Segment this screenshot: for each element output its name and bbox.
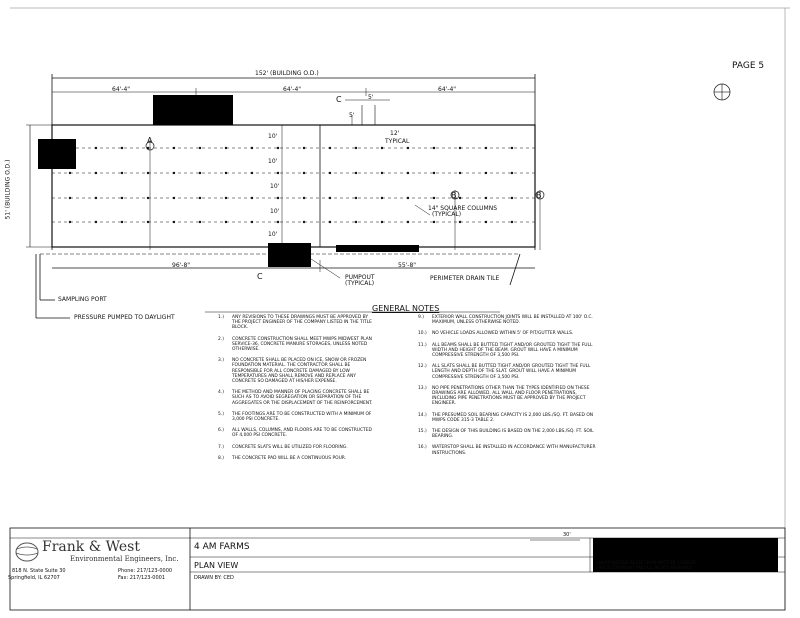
column-dot — [459, 172, 461, 174]
sheet-name: PLAN VIEW — [194, 561, 239, 570]
callout-pressure: PRESSURE PUMPED TO DAYLIGHT — [74, 314, 175, 321]
column-dot — [303, 172, 305, 174]
note-number: 2.) — [218, 336, 224, 342]
company-subtitle: Environmental Engineers, Inc. — [70, 555, 179, 563]
note-text: THE PRESUMED SOIL BEARING CAPACITY IS 2,000 LBS./SQ. FT. BASED ON MWPS CODE 315-3 TABLE 2. — [432, 412, 594, 423]
column-dot — [225, 172, 227, 174]
note-right-1 — [418, 315, 598, 325]
callout-columns-sub: (TYPICAL) — [432, 211, 462, 218]
dim-typical: TYPICAL — [385, 138, 410, 145]
note-text: NO PIPE PENETRATIONS OTHER THAN THE TYPES IDENTIFIED ON THESE DRAWINGS ARE ALLOWED. ALL WALL AND FLOOR PENETRATIONS, INCLUDING PIPE PENETRATIONS MUST BE APPROVED BY THE PROJECT ENGINEER. — [432, 385, 590, 407]
note-left-3 — [218, 358, 378, 384]
column-dot — [459, 147, 461, 149]
column-dot — [147, 172, 149, 174]
column-dot — [381, 221, 383, 223]
column-dot — [433, 197, 435, 199]
column-dot — [199, 147, 201, 149]
notes-right — [418, 315, 598, 462]
column-dot — [147, 197, 149, 199]
note-number: 7.) — [218, 444, 224, 450]
note-text: NO CONCRETE SHALL BE PLACED ON ICE, SNOW OR FROZEN FOUNDATION MATERIAL. THE CONTRACTOR SHALL BE RESPONSIBLE FOR ALL CONCRETE DAMAGED BY LOW TEMPERATURES AND SHALL REMOVE AND REPLACE ANY CONCRETE SO DAMAGED AT HIS/HER EXPENSE. — [232, 358, 367, 385]
column-dot — [69, 172, 71, 174]
notice-1: UNAUTHORIZED REUSE FROM WRITTEN CONSENT — [596, 560, 697, 565]
notes-left — [218, 315, 378, 467]
column-dot — [121, 147, 123, 149]
note-right-8 — [418, 445, 598, 455]
column-dot — [485, 147, 487, 149]
column-dot — [173, 221, 175, 223]
dim-bottom-left: 96'-8" — [172, 262, 191, 269]
note-left-4 — [218, 390, 378, 406]
column-dot — [355, 221, 357, 223]
column-dot — [251, 172, 253, 174]
column-dot — [199, 221, 201, 223]
note-number: 9.) — [418, 315, 424, 320]
column-dot — [199, 172, 201, 174]
dim-overall: 152' (BUILDING O.D.) — [255, 70, 319, 77]
column-dot — [121, 197, 123, 199]
dim-row-5: 10' — [268, 231, 278, 238]
column-dot — [355, 172, 357, 174]
column-dot — [251, 197, 253, 199]
dim-top-mid: 64'-4" — [283, 86, 302, 93]
column-dot — [459, 197, 461, 199]
column-dot — [147, 147, 149, 149]
note-right-4 — [418, 364, 598, 380]
column-dot — [277, 221, 279, 223]
note-number: 10.) — [418, 331, 427, 337]
column-dot — [355, 197, 357, 199]
column-dot — [173, 197, 175, 199]
column-dot — [355, 147, 357, 149]
note-text: NO VEHICLE LOADS ALLOWED WITHIN 5' OF PIT/GUTTER WALLS. — [432, 331, 574, 337]
section-b-left: B — [451, 191, 457, 200]
note-text: WATERSTOP SHALL BE INSTALLED IN ACCORDANCE WITH MANUFACTURER INSTRUCTIONS. — [432, 445, 596, 456]
note-number: 15.) — [418, 429, 427, 435]
column-dot — [173, 147, 175, 149]
column-dot — [251, 221, 253, 223]
note-number: 12.) — [418, 364, 427, 370]
dim-row-1: 10' — [268, 133, 278, 140]
column-dot — [407, 172, 409, 174]
note-right-6 — [418, 413, 598, 423]
dim-top-right: 64'-4" — [438, 86, 457, 93]
column-dot — [407, 197, 409, 199]
note-text: ALL BEAMS SHALL BE BUTTED TIGHT AND/OR GROUTED TIGHT THE FULL WIDTH AND HEIGHT OF THE BEAM. GROUT WILL HAVE A MINIMUM COMPRESSIVE STRENGTH OF 3,500 PSI. — [432, 342, 593, 359]
column-dot — [329, 147, 331, 149]
company-name: Frank & West — [42, 539, 140, 555]
column-dot — [147, 221, 149, 223]
note-text: THE FOOTINGS ARE TO BE CONSTRUCTED WITH A MINIMUM OF 3,000 PSI CONCRETE. — [232, 411, 372, 423]
note-number: 8.) — [218, 455, 224, 461]
column-dot — [433, 221, 435, 223]
column-dot — [381, 172, 383, 174]
dim-top-left: 64'-4" — [112, 86, 131, 93]
column-dot — [407, 221, 409, 223]
column-dot — [407, 147, 409, 149]
column-dot — [381, 197, 383, 199]
note-number: 16.) — [418, 445, 427, 451]
note-text: ALL SLATS SHALL BE BUTTED TIGHT AND/OR GROUTED TIGHT THE FULL LENGTH AND DEPTH OF THE SLAT. GROUT WILL HAVE A MINIMUM COMPRESSIVE STRENGTH OF 3,500 PSI. — [432, 364, 591, 380]
globe-icon — [14, 541, 40, 563]
column-dot — [329, 172, 331, 174]
column-dot — [303, 147, 305, 149]
column-dot — [381, 147, 383, 149]
column-dot — [199, 197, 201, 199]
column-dot — [225, 197, 227, 199]
column-dot — [277, 147, 279, 149]
note-number: 6.) — [218, 428, 224, 434]
note-left-5 — [218, 412, 378, 422]
column-dot — [225, 221, 227, 223]
dim-row-2: 10' — [268, 158, 278, 165]
dim-row-4: 10' — [270, 208, 280, 215]
column-dot — [277, 172, 279, 174]
section-c-bottom: C — [257, 272, 263, 281]
callout-pumpout-sub: (TYPICAL) — [345, 280, 375, 287]
note-left-7 — [218, 445, 378, 450]
notes-title: GENERAL NOTES — [372, 304, 440, 313]
dim-small-2: 5' — [349, 112, 355, 119]
dim-small-1: 5' — [368, 94, 374, 101]
scale-mark: 30' — [563, 532, 571, 538]
column-dot — [225, 147, 227, 149]
company-logo — [14, 541, 40, 563]
column-dot — [69, 197, 71, 199]
note-number: 1.) — [218, 315, 224, 320]
column-dot — [95, 172, 97, 174]
note-right-7 — [418, 429, 598, 439]
column-dot — [251, 147, 253, 149]
column-dot — [121, 221, 123, 223]
notice-2: THIS IS COPYRIGHT AND ALL RIGHTS RESERVED — [596, 565, 693, 570]
column-dot — [511, 197, 513, 199]
fax: Fax: 217/123-0001 — [118, 575, 166, 581]
address-2: Springfield, IL 62707 — [8, 575, 60, 581]
column-dot — [121, 172, 123, 174]
column-dot — [277, 197, 279, 199]
section-b-right: B — [536, 191, 542, 200]
column-dot — [303, 221, 305, 223]
callout-columns: 14" SQUARE COLUMNS — [428, 205, 498, 212]
redaction-1 — [153, 95, 233, 125]
project-name: 4 AM FARMS — [194, 542, 250, 552]
note-text: EXTERIOR WALL CONSTRUCTION JOINTS WILL BE INSTALLED AT 100' O.C. MAXIMUM, UNLESS OTHERWISE NOTED. — [432, 315, 593, 326]
dim-spacing: 12' — [390, 130, 400, 137]
note-text: THE DESIGN OF THIS BUILDING IS BASED ON THE 2,000 LBS./SQ. FT. SOIL BEARING. — [432, 429, 594, 440]
column-dot — [173, 172, 175, 174]
callout-pumpout: PUMPOUT — [345, 274, 375, 281]
note-right-2 — [418, 331, 598, 336]
column-dot — [485, 172, 487, 174]
note-number: 4.) — [218, 390, 224, 396]
note-text: THE CONCRETE PAD WILL BE A CONTINUOUS POUR. — [232, 455, 347, 461]
note-left-6 — [218, 428, 378, 438]
section-c-top: C — [336, 95, 342, 104]
column-dot — [95, 147, 97, 149]
redaction-4 — [336, 245, 419, 252]
note-number: 11.) — [418, 342, 427, 348]
note-number: 13.) — [418, 385, 427, 391]
column-dot — [303, 197, 305, 199]
note-left-1 — [218, 315, 378, 331]
dim-side: 51' (BUILDING O.D.) — [4, 159, 12, 220]
callout-sampling: SAMPLING PORT — [58, 296, 107, 303]
column-dot — [459, 221, 461, 223]
note-right-3 — [418, 343, 598, 359]
address-1: 818 N. State Suite 30 — [12, 568, 66, 574]
note-number: 3.) — [218, 358, 224, 364]
note-left-2 — [218, 337, 378, 353]
column-dot — [433, 172, 435, 174]
column-dot — [95, 221, 97, 223]
phone: Phone: 217/123-0000 — [118, 568, 173, 574]
callout-perimeter: PERIMETER DRAIN TILE — [430, 275, 500, 282]
column-dot — [69, 221, 71, 223]
dim-bottom-right: 55'-8" — [398, 262, 417, 269]
note-right-5 — [418, 386, 598, 407]
column-dot — [485, 197, 487, 199]
column-dot — [329, 197, 331, 199]
note-text: CONCRETE SLATS WILL BE UTILIZED FOR FLOORING. — [232, 444, 348, 450]
column-dot — [511, 172, 513, 174]
note-text: THE METHOD AND MANNER OF PLACING CONCRETE SHALL BE SUCH AS TO AVOID SEGREGATION OR SEPARATION OF THE AGGREGATES OR THE DISPLACEMENT OF THE REINFORCEMENT. — [232, 390, 373, 406]
note-text: ALL WALLS, COLUMNS, AND FLOORS ARE TO BE CONSTRUCTED OF 4,000 PSI CONCRETE. — [232, 428, 372, 439]
dim-row-3: 10' — [270, 183, 280, 190]
column-dot — [511, 147, 513, 149]
section-a-left: A — [147, 136, 153, 145]
note-text: ANY REVISIONS TO THESE DRAWINGS MUST BE APPROVED BY THE PROJECT ENGINEER OF THE COMPANY LISTED IN THE TITLE BLOCK. — [232, 315, 372, 331]
redaction-3 — [268, 243, 311, 267]
column-dot — [433, 147, 435, 149]
column-dot — [95, 197, 97, 199]
note-number: 14.) — [418, 412, 427, 418]
note-text: CONCRETE CONSTRUCTION SHALL MEET MWPS MIDWEST PLAN SERVICE-36, CONCRETE MANURE STORAGES, UNLESS NOTED OTHERWISE. — [232, 336, 372, 353]
column-dot — [511, 221, 513, 223]
page-label: PAGE 5 — [732, 61, 765, 71]
note-left-8 — [218, 456, 378, 461]
note-number: 5.) — [218, 411, 224, 417]
drawn-by: DRAWN BY: CED — [194, 575, 234, 581]
redaction-2 — [38, 139, 76, 169]
column-dot — [329, 221, 331, 223]
column-dot — [485, 221, 487, 223]
